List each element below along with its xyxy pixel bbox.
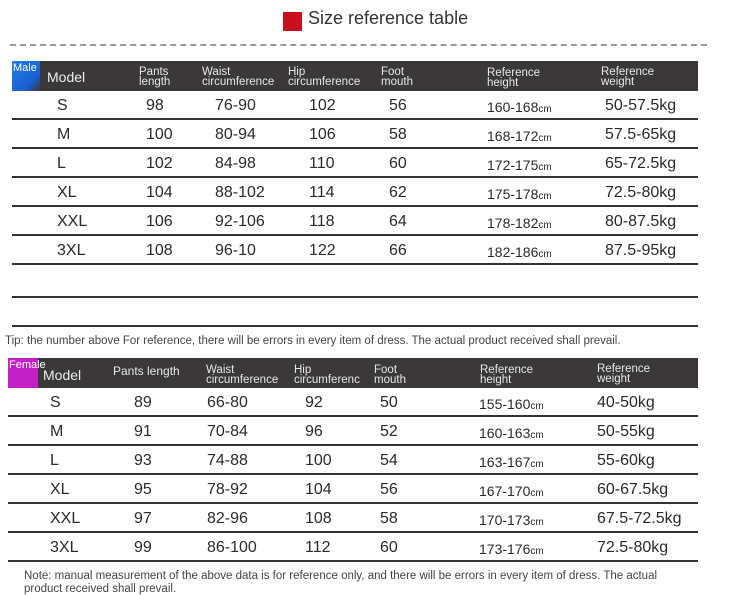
height-value: 160-163 [479,425,531,441]
height-value: 155-160 [479,396,531,412]
waist-value: 92-106 [215,213,265,230]
pants-value: 97 [134,510,152,527]
cell-hip [309,213,335,231]
cell-pants [134,452,152,470]
table-row [8,388,698,417]
header-weight-1: Reference [597,363,651,375]
foot-value: 60 [389,155,407,172]
header-height-2: height [480,374,512,386]
pants-value: 91 [134,423,152,440]
waist-value: 66-80 [207,394,248,411]
header-height-1: Reference [480,364,534,376]
cell-height [487,186,552,202]
cell-foot [389,155,407,173]
cell-weight [605,213,676,231]
waist-value: 88-102 [215,184,265,201]
cell-waist [207,423,248,441]
hip-value: 92 [305,394,323,411]
hip-value: 100 [305,452,332,469]
cell-model [50,481,70,499]
cell-height [487,244,552,260]
header-foot-2: mouth [374,374,406,386]
header-weight-1: Reference [601,66,655,78]
cell-height [487,157,552,173]
cell-model [57,213,87,231]
cell-model [50,539,78,557]
foot-value: 64 [389,213,407,230]
table-row [8,475,698,504]
height-value: 160-168 [487,99,539,115]
cell-waist [215,242,256,260]
cell-height [487,215,552,231]
table-row [12,120,698,149]
model-value: M [57,126,71,143]
cell-waist [207,394,248,412]
cell-hip [305,452,332,470]
cell-foot [389,97,407,115]
pants-value: 93 [134,452,152,469]
red-square-icon [283,12,302,31]
pants-value: 108 [146,242,173,259]
cell-pants [146,242,173,260]
cell-model [57,242,85,260]
pants-value: 95 [134,481,152,498]
cell-model [57,97,68,115]
pants-value: 106 [146,213,173,230]
waist-value: 82-96 [207,510,248,527]
weight-value: 40-50kg [597,394,655,411]
height-unit: cm [530,430,544,441]
height-value: 173-176 [479,541,531,557]
table-row [12,178,698,207]
cell-weight [605,242,676,260]
cell-pants [134,423,152,441]
cell-weight [605,184,676,202]
cell-weight [597,423,655,441]
height-unit: cm [530,401,544,412]
cell-waist [207,510,248,528]
cell-model [50,394,61,412]
cell-pants [134,510,152,528]
cell-pants [146,184,173,202]
cell-hip [305,481,332,499]
cell-hip [305,510,332,528]
cell-foot [380,510,398,528]
cell-height [487,128,552,144]
table-row [8,417,698,446]
waist-value: 84-98 [215,155,256,172]
cell-pants [146,97,164,115]
cell-height [479,396,544,412]
header-waist-1: Waist [206,364,235,376]
table-row [8,533,698,562]
model-value: 3XL [57,242,86,259]
hip-value: 110 [309,155,335,172]
female-tag: Female [8,358,38,388]
hip-value: 96 [305,423,323,440]
cell-pants [146,126,173,144]
cell-waist [215,213,265,231]
cell-weight [597,481,668,499]
foot-value: 56 [389,97,407,114]
header-waist-2: circumference [202,76,275,88]
header-waist-2: circumference [206,374,279,386]
table-row [12,236,698,265]
hip-value: 106 [309,126,336,143]
height-unit: cm [530,546,544,557]
cell-waist [207,539,257,557]
cell-foot [380,452,398,470]
hip-value: 114 [309,184,335,201]
header-height-1: Reference [487,67,541,79]
cell-weight [597,394,655,412]
cell-model [57,184,77,202]
hip-value: 118 [309,213,335,230]
weight-value: 87.5-95kg [605,242,677,259]
height-unit: cm [538,133,552,144]
cell-weight [597,539,668,557]
weight-value: 50-57.5kg [605,97,677,114]
height-unit: cm [530,459,544,470]
cell-hip [305,423,323,441]
header-foot-1: Foot [374,364,398,376]
model-value: XL [50,481,70,498]
weight-value: 72.5-80kg [605,184,677,201]
cell-foot [389,242,407,260]
height-value: 170-173 [479,512,531,528]
header-foot-2: mouth [381,76,413,88]
note-text: Note: manual measurement of the above data is for reference only, and there will be errors in every item of dress. The actual product received shall prevail. [24,570,658,595]
model-value: XXL [50,510,81,527]
waist-value: 80-94 [215,126,256,143]
cell-weight [605,97,676,115]
height-value: 167-170 [479,483,531,499]
cell-model [50,423,63,441]
height-value: 178-182 [487,215,539,231]
female-table-header [8,358,698,388]
header-weight-2: weight [597,373,631,385]
foot-value: 52 [380,423,398,440]
foot-value: 54 [380,452,398,469]
header-hip-1: Hip [294,364,312,376]
foot-value: 62 [389,184,407,201]
male-table-header [12,61,698,91]
header-pants-length-1: Pants [139,66,169,78]
header-waist-1: Waist [202,66,231,78]
model-value: M [50,423,64,440]
cell-model [50,452,59,470]
header-pants-length-2: length [139,76,171,88]
page-title: Size reference table [308,7,469,28]
table-row [8,504,698,533]
cell-waist [215,97,256,115]
height-value: 175-178 [487,186,539,202]
cell-height [479,541,544,557]
height-value: 182-186 [487,244,539,260]
header-foot-1: Foot [381,66,405,78]
header-model: Model [43,367,82,383]
model-value: 3XL [50,539,79,556]
cell-hip [309,126,336,144]
empty-row-divider [12,296,698,298]
male-tag: Male [12,61,40,91]
height-unit: cm [530,517,544,528]
model-value: S [50,394,61,411]
cell-foot [380,394,398,412]
waist-value: 70-84 [207,423,248,440]
hip-value: 104 [305,481,332,498]
cell-hip [305,539,331,557]
cell-hip [309,97,336,115]
height-value: 163-167 [479,454,531,470]
hip-value: 102 [309,97,336,114]
cell-height [479,512,544,528]
hip-value: 122 [309,242,336,259]
height-unit: cm [538,162,552,173]
pants-value: 99 [134,539,152,556]
tip-text: Tip: the number above For reference, there will be errors in every item of dress. The actual product received shall prevail. [5,335,621,347]
height-value: 168-172 [487,128,539,144]
table-row [12,207,698,236]
hip-value: 108 [305,510,332,527]
pants-value: 102 [146,155,173,172]
model-value: L [50,452,59,469]
foot-value: 66 [389,242,407,259]
cell-foot [380,539,398,557]
cell-pants [134,481,152,499]
header-height-2: height [487,77,519,89]
table-row [12,149,698,178]
waist-value: 78-92 [207,481,248,498]
foot-value: 50 [380,394,398,411]
cell-model [50,510,80,528]
hip-value: 112 [305,539,331,556]
header-hip-2: circumferenc [294,374,360,386]
cell-waist [207,452,248,470]
pants-value: 100 [146,126,173,143]
height-unit: cm [538,220,552,231]
cell-height [487,99,552,115]
cell-foot [380,423,398,441]
cell-weight [597,452,655,470]
cell-waist [207,481,248,499]
header-pants-length: Pants length [113,364,180,378]
cell-waist [215,155,256,173]
height-unit: cm [538,191,552,202]
weight-value: 50-55kg [597,423,655,440]
cell-pants [146,155,173,173]
model-value: XL [57,184,77,201]
cell-height [479,425,544,441]
cell-waist [215,184,265,202]
cell-hip [309,155,335,173]
waist-value: 86-100 [207,539,257,556]
table-row [12,91,698,120]
model-value: L [57,155,66,172]
pants-value: 89 [134,394,152,411]
pants-value: 98 [146,97,164,114]
cell-weight [605,155,676,173]
foot-value: 58 [380,510,398,527]
weight-value: 72.5-80kg [597,539,669,556]
cell-pants [146,213,173,231]
cell-foot [389,213,407,231]
cell-pants [134,394,152,412]
foot-value: 60 [380,539,398,556]
model-value: S [57,97,68,114]
dashed-divider [10,44,707,46]
foot-value: 56 [380,481,398,498]
empty-row-divider [12,325,698,327]
weight-value: 65-72.5kg [605,155,677,172]
title-block [283,4,468,32]
height-unit: cm [538,249,552,260]
header-hip-1: Hip [288,66,306,78]
waist-value: 76-90 [215,97,256,114]
cell-weight [605,126,676,144]
weight-value: 80-87.5kg [605,213,677,230]
cell-weight [597,510,682,528]
cell-model [57,126,70,144]
table-row [8,446,698,475]
header-model: Model [47,69,86,85]
cell-foot [389,184,407,202]
weight-value: 67.5-72.5kg [597,510,682,527]
cell-hip [305,394,323,412]
cell-height [479,483,544,499]
waist-value: 96-10 [215,242,256,259]
waist-value: 74-88 [207,452,248,469]
cell-foot [389,126,407,144]
cell-model [57,155,66,173]
weight-value: 55-60kg [597,452,655,469]
cell-pants [134,539,152,557]
cell-height [479,454,544,470]
height-unit: cm [538,104,552,115]
header-weight-2: weight [601,76,635,88]
pants-value: 104 [146,184,173,201]
weight-value: 60-67.5kg [597,481,669,498]
cell-foot [380,481,398,499]
height-value: 172-175 [487,157,539,173]
cell-waist [215,126,256,144]
cell-hip [309,242,336,260]
header-hip-2: circumference [288,76,361,88]
foot-value: 58 [389,126,407,143]
height-unit: cm [530,488,544,499]
weight-value: 57.5-65kg [605,126,677,143]
model-value: XXL [57,213,88,230]
cell-hip [309,184,335,202]
